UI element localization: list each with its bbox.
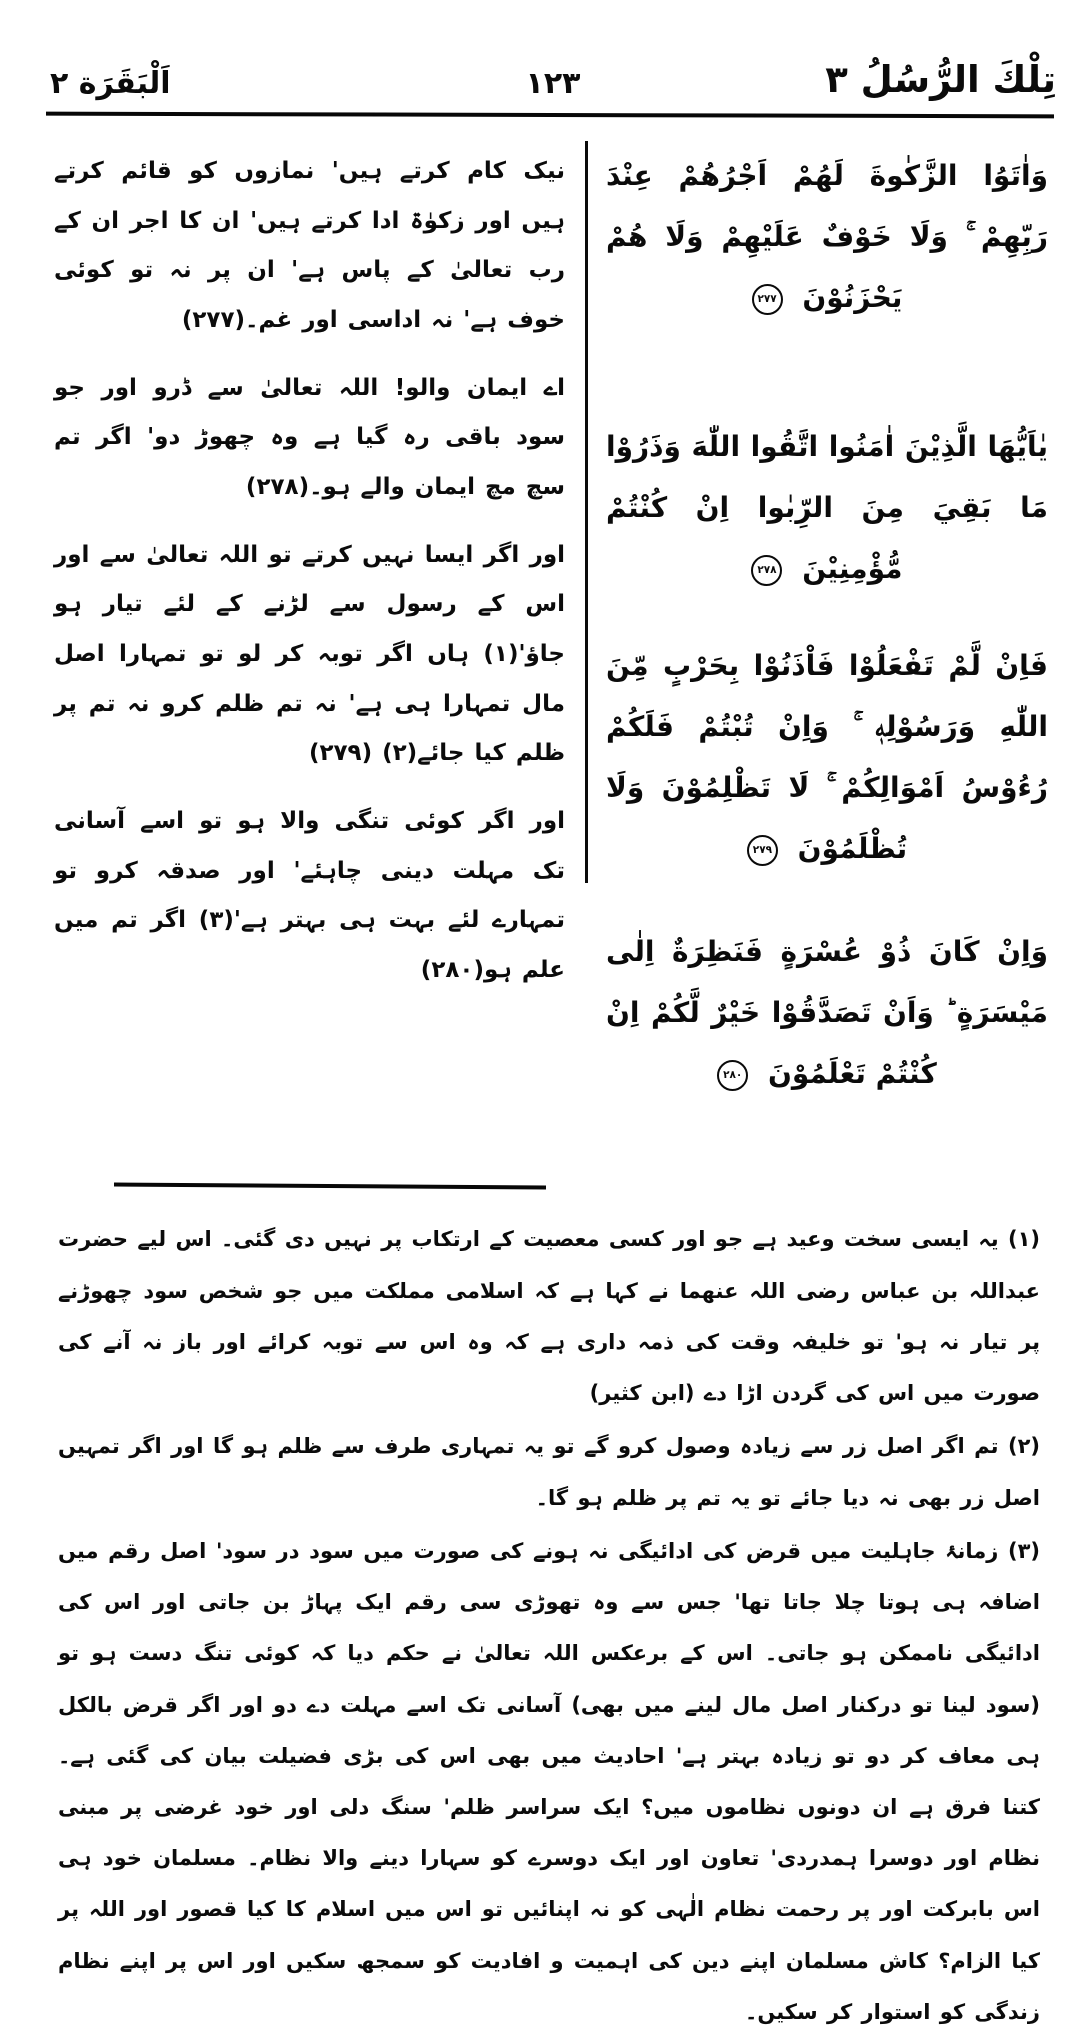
urdu-translation-column (54, 141, 565, 1142)
footnote-paragraph: (۳) زمانۂ جاہلیت میں قرض کی ادائیگی نہ ہونے کی صورت میں سود در سود' اصل رقم میں اضافہ ہی ہوتا چلا جاتا تھا' جس سے وہ تھوڑی سی رقم ایک پہاڑ بن جاتی اور اس کی ادائیگی ناممکن ہو جاتی۔ اس کے برعکس اللہ تعالیٰ نے حکم دیا کہ کوئی تنگ دست ہو تو (سود لینا تو درکنار اصل مال لینے میں بھی) آسانی تک اسے مہلت دے دو اور اگر قرض بالکل ہی معاف کر دو تو زیادہ بہتر ہے' احادیث میں بھی اس کی بڑی فضیلت بیان کی گئی ہے۔ کتنا فرق ہے ان دونوں نظاموں میں؟ ایک سراسر ظلم' سنگ دلی اور خود غرضی پر مبنی نظام اور دوسرا ہمدردی' تعاون اور ایک دوسرے کو سہارا دینے والا نظام۔ مسلمان خود ہی اس بابرکت اور پر رحمت نظام الٰہی کو نہ اپنائیں تو اس میں اسلام کا کیا قصور اور اللہ پر کیا الزام؟ کاش مسلمان اپنے دین کی اہمیت و افادیت کو سمجھ سکیں اور اس پر اپنے نظام زندگی کو استوار کر سکیں۔ (58, 1538, 1040, 2024)
verse-arabic-text: وَاٰتَوُا الزَّكٰوةَ لَهُمْ اَجْرُهُمْ عِنْدَ رَبِّهِمْ ۚ وَلَا خَوْفٌ عَلَيْهِمْ وَلَا هُمْ يَحْزَنُوْنَ (606, 159, 1048, 315)
ayah-number-medallion (751, 555, 782, 586)
content-columns (0, 141, 1092, 1142)
surah-title: اَلْبَقَرَة ۲ (50, 66, 171, 101)
footnote-paragraph: (۱) یہ ایسی سخت وعید ہے جو اور کسی معصیت کے ارتکاب پر نہیں دی گئی۔ اس لیے حضرت عبداللہ بن عباس رضی اللہ عنھما نے کہا ہے کہ اسلامی مملکت میں جو شخص سود چھوڑنے پر تیار نہ ہو' تو خلیفہ وقت کی ذمہ داری ہے کہ وہ اس سے توبہ کرائے اور باز نہ آنے کی صورت میں اس کی گردن اڑا دے (ابن کثیر) (58, 1227, 1040, 1406)
page-number: ۱۲۳ (525, 66, 581, 101)
verse-arabic-text: وَاِنْ كَانَ ذُوْ عُسْرَةٍ فَنَظِرَةٌ اِلٰى مَيْسَرَةٍ ؕ وَاَنْ تَصَدَّقُوْا خَيْرٌ لَّكُمْ اِنْ كُنْتُمْ تَعْلَمُوْنَ (606, 935, 1048, 1091)
translation-paragraph: اور اگر ایسا نہیں کرتے تو اللہ تعالیٰ سے اور اس کے رسول سے لڑنے کے لئے تیار ہو جاؤ'(۱) ہاں اگر توبہ کر لو تو تمہارا اصل مال تمہارا ہی ہے' نہ تم ظلم کرو نہ تم پر ظلم کیا جائے(۲) (۲۷۹) (54, 541, 565, 767)
footnotes-section (0, 1214, 1092, 2038)
ayah-number: ٢٧٧ (757, 292, 777, 305)
ayah-number: ٢٨٠ (723, 1069, 743, 1082)
page-header (0, 0, 1092, 101)
ayah-number-medallion (717, 1060, 748, 1091)
verse-arabic-text: فَاِنْ لَّمْ تَفْعَلُوْا فَاْذَنُوْا بِحَرْبٍ مِّنَ اللّٰهِ وَرَسُوْلِهٖ ۚ وَاِنْ تُبْتُمْ فَلَكُمْ رُءُوْسُ اَمْوَالِكُمْ ۚ لَا تَظْلِمُوْنَ وَلَا تُظْلَمُوْنَ (606, 649, 1048, 866)
ayah-number: ٢٧٨ (757, 563, 777, 576)
quran-verse (606, 416, 1048, 599)
translation-paragraph: نیک کام کرتے ہیں' نمازوں کو قائم کرتے ہیں اور زکوٰۃ ادا کرتے ہیں' ان کا اجر ان کے رب تعالیٰ کے پاس ہے' ان پر نہ تو کوئی خوف ہے' نہ اداسی اور غم۔(۲۷۷) (54, 158, 565, 334)
quran-verse (606, 635, 1048, 879)
ayah-number-medallion (747, 835, 778, 866)
footnote-divider-rule (114, 1183, 546, 1190)
column-divider-rule (585, 141, 588, 883)
translation-paragraph: اور اگر کوئی تنگی والا ہو تو اسے آسانی تک مہلت دینی چاہئے' اور صدقہ کرو تو تمہارے لئے بہت ہی بہتر ہے'(۳) اگر تم میں علم ہو(۲۸۰) (54, 808, 565, 984)
footnote-paragraph: (۲) تم اگر اصل زر سے زیادہ وصول کرو گے تو یہ تمہاری طرف سے ظلم ہو گا اور اگر تمہیں اصل زر بھی نہ دیا جائے تو یہ تم پر ظلم ہو گا۔ (58, 1434, 1040, 1510)
arabic-verses-column (606, 141, 1048, 1142)
ayah-number-medallion (752, 284, 783, 315)
juz-section-title: تِلْكَ الرُّسُلُ ۳ (825, 58, 1056, 101)
ayah-number: ٢٧٩ (752, 844, 773, 857)
verse-arabic-text: يٰاَيُّهَا الَّذِيْنَ اٰمَنُوا اتَّقُوا اللّٰهَ وَذَرُوْا مَا بَقِيَ مِنَ الرِّبٰوا اِنْ كُنْتُمْ مُّؤْمِنِيْنَ (606, 430, 1048, 586)
quran-verse (606, 145, 1048, 328)
translation-paragraph: اے ایمان والو! اللہ تعالیٰ سے ڈرو اور جو سود باقی رہ گیا ہے وہ چھوڑ دو' اگر تم سچ مچ ایمان والے ہو۔(۲۷۸) (54, 374, 565, 501)
quran-verse (606, 921, 1048, 1104)
header-divider-rule (46, 112, 1054, 119)
